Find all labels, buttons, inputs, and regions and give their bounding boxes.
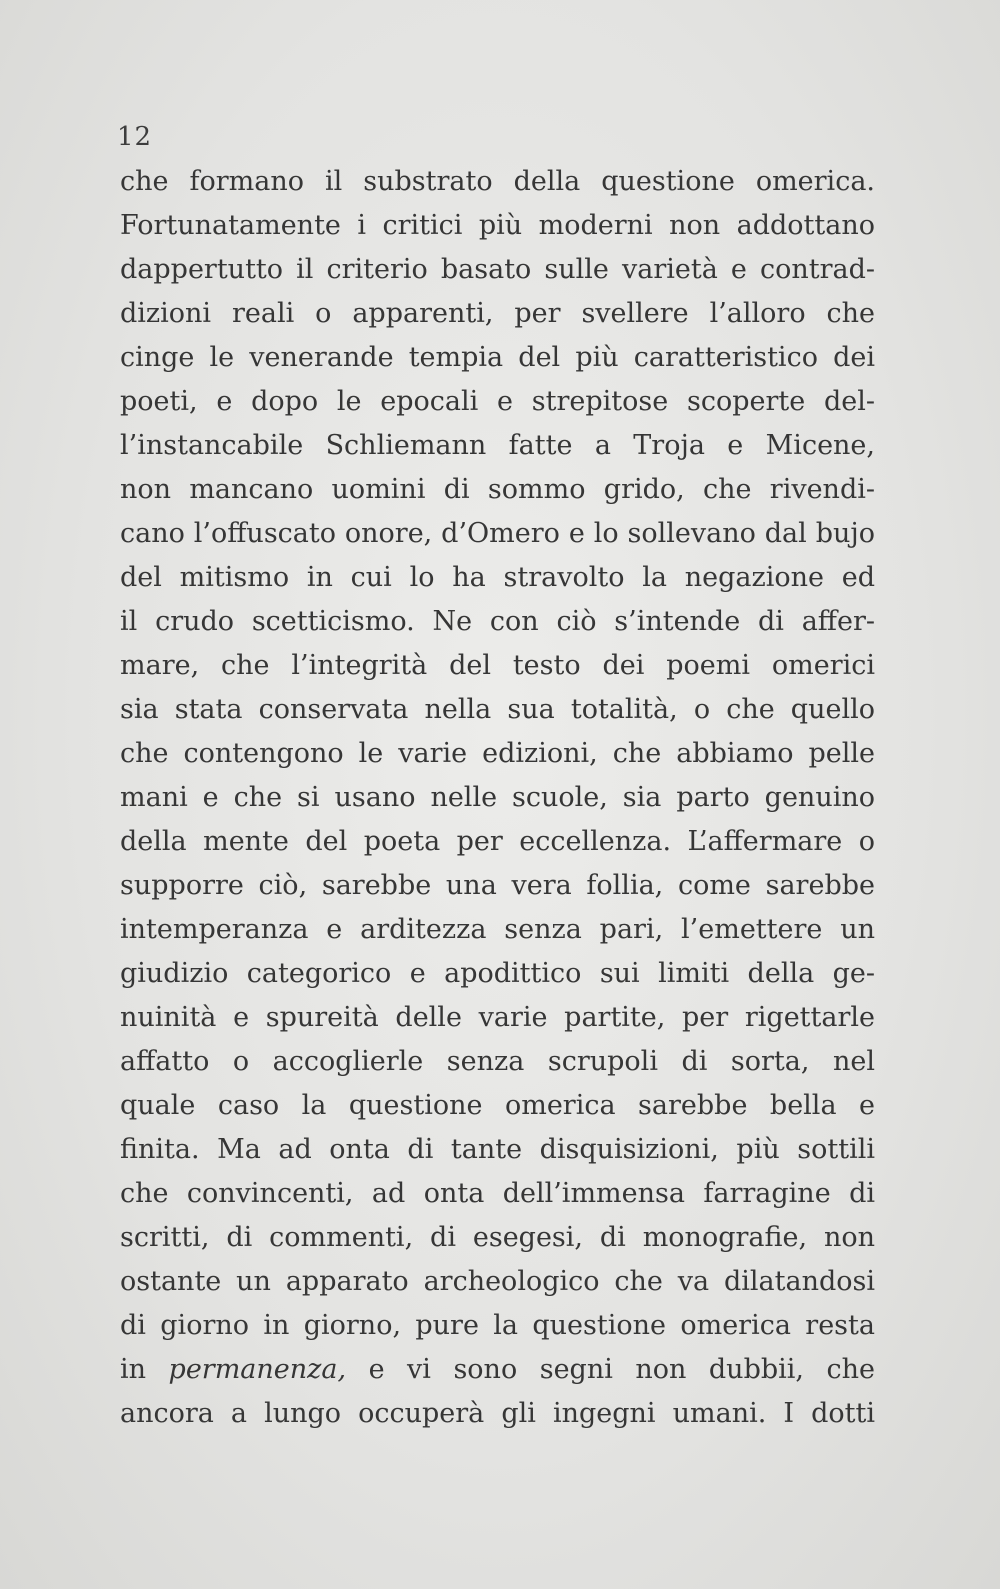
text-line: affatto o accoglierle senza scrupoli di sorta, nel xyxy=(120,1046,875,1077)
text-line: cano l’offuscato onore, d’Omero e lo sollevano dal bujo xyxy=(120,518,875,549)
text-line: del mitismo in cui lo ha stravolto la negazione ed xyxy=(120,562,875,593)
italic-word: permanenza, xyxy=(168,1354,347,1385)
body-text xyxy=(120,160,875,1436)
text-line: finita. Ma ad onta di tante disquisizioni, più sottili xyxy=(120,1134,875,1165)
text-line: poeti, e dopo le epocali e strepitose scoperte del- xyxy=(120,386,875,417)
text-line: il crudo scetticismo. Ne con ciò s’intende di affer- xyxy=(120,606,875,637)
text-line: non mancano uomini di sommo grido, che rivendi- xyxy=(120,474,875,505)
text-line: che formano il substrato della questione omerica. xyxy=(120,166,875,197)
text-line: giudizio categorico e apodittico sui limiti della ge- xyxy=(120,958,875,989)
text-line: Fortunatamente i critici più moderni non addottano xyxy=(120,210,875,241)
text-line: supporre ciò, sarebbe una vera follia, come sarebbe xyxy=(120,870,875,901)
text-line: ostante un apparato archeologico che va dilatandosi xyxy=(120,1266,875,1297)
text-line: che convincenti, ad onta dell’immensa farragine di xyxy=(120,1178,875,1209)
text-line: mare, che l’integrità del testo dei poemi omerici xyxy=(120,650,875,681)
text-line: cinge le venerande tempia del più caratteristico dei xyxy=(120,342,875,373)
text-line-with-italic xyxy=(120,1348,875,1392)
text-line: che contengono le varie edizioni, che abbiamo pelle xyxy=(120,738,875,769)
text-line: della mente del poeta per eccellenza. L’affermare o xyxy=(120,826,875,857)
text-line: ancora a lungo occuperà gli ingegni umani. I dotti xyxy=(120,1398,875,1429)
text-line: dappertutto il criterio basato sulle varietà e contrad- xyxy=(120,254,875,285)
text-line: sia stata conservata nella sua totalità, o che quello xyxy=(120,694,875,725)
line-segment: e vi sono segni non dubbii, che xyxy=(346,1354,875,1385)
page-number: 12 xyxy=(117,122,153,152)
text-line: scritti, di commenti, di esegesi, di monografie, non xyxy=(120,1222,875,1253)
text-line: l’instancabile Schliemann fatte a Troja e Micene, xyxy=(120,430,875,461)
text-line: quale caso la questione omerica sarebbe bella e xyxy=(120,1090,875,1121)
text-line: di giorno in giorno, pure la questione omerica resta xyxy=(120,1310,875,1341)
text-line: mani e che si usano nelle scuole, sia parto genuino xyxy=(120,782,875,813)
text-line: nuinità e spureità delle varie partite, per rigettarle xyxy=(120,1002,875,1033)
text-line: intemperanza e arditezza senza pari, l’emettere un xyxy=(120,914,875,945)
line-segment: in xyxy=(120,1354,169,1385)
text-line: dizioni reali o apparenti, per svellere l’alloro che xyxy=(120,298,875,329)
